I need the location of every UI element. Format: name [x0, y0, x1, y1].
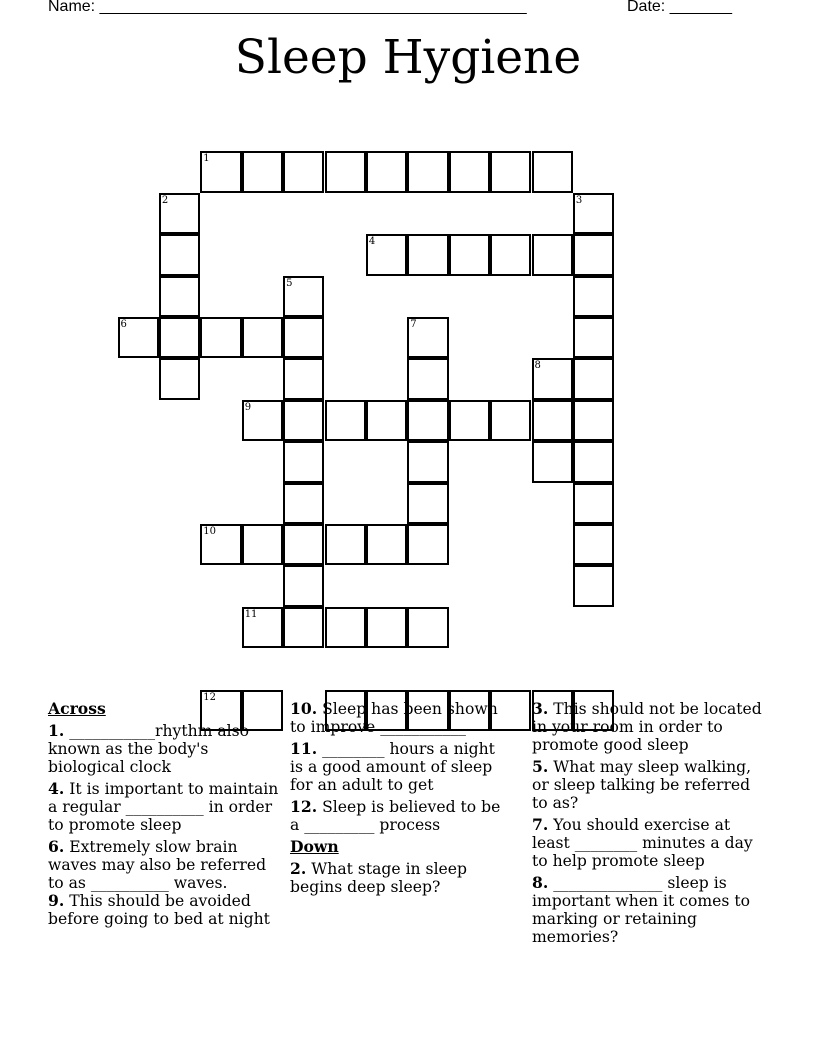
crossword-cell[interactable] — [159, 234, 200, 275]
crossword-cell[interactable] — [449, 400, 490, 441]
crossword-cell[interactable] — [573, 524, 614, 565]
crossword-cell[interactable] — [407, 400, 448, 441]
crossword-cell[interactable] — [283, 276, 324, 317]
clue-number: 5 — [286, 277, 293, 289]
crossword-cell[interactable] — [366, 234, 407, 275]
across-heading: Across — [48, 699, 106, 718]
crossword-cell[interactable] — [573, 317, 614, 358]
crossword-cell[interactable] — [200, 317, 241, 358]
crossword-cell[interactable] — [283, 151, 324, 192]
crossword-cell[interactable] — [325, 400, 366, 441]
crossword-cell[interactable] — [242, 607, 283, 648]
crossword-cell[interactable] — [532, 151, 573, 192]
crossword-cell[interactable] — [573, 193, 614, 234]
crossword-cell[interactable] — [283, 483, 324, 524]
crossword-cell[interactable] — [407, 358, 448, 399]
date-blank[interactable]: _______ — [669, 0, 732, 15]
clue-across-11: 11. ________ hours a night is a good amount of sleep for an adult to get — [290, 739, 495, 794]
clue-down-3: 3. This should not be located in your room in order to promote good sleep — [532, 699, 762, 754]
crossword-cell[interactable] — [532, 441, 573, 482]
crossword-cell[interactable] — [407, 524, 448, 565]
crossword-cell[interactable] — [283, 565, 324, 606]
page-title: Sleep Hygiene — [234, 30, 582, 85]
clues-col-1 — [48, 700, 280, 932]
name-label: Name: — [48, 0, 96, 15]
crossword-cell[interactable] — [449, 234, 490, 275]
crossword-cell[interactable] — [532, 400, 573, 441]
crossword-cell[interactable] — [407, 234, 448, 275]
crossword-cell[interactable] — [366, 524, 407, 565]
crossword-cell[interactable] — [573, 483, 614, 524]
clues-col-3 — [532, 700, 768, 950]
clue-number: 1 — [203, 153, 210, 165]
crossword-cell[interactable] — [283, 441, 324, 482]
crossword-cell[interactable] — [200, 524, 241, 565]
crossword-cell[interactable] — [573, 276, 614, 317]
crossword-cell[interactable] — [159, 317, 200, 358]
clue-number: 9 — [244, 401, 252, 413]
clue-number: 2 — [161, 194, 169, 206]
crossword-cell[interactable] — [573, 400, 614, 441]
clue-across-10: 10. Sleep has been shown to improve ___________ — [290, 699, 498, 736]
clues-col-2 — [290, 700, 506, 900]
clue-down-7: 7. You should exercise at least ________ minutes a day to help promote sleep — [532, 815, 753, 870]
clue-down-5: 5. What may sleep walking, or sleep talking be referred to as? — [532, 757, 752, 812]
crossword-cell[interactable] — [407, 441, 448, 482]
date-label: Date: — [627, 0, 666, 15]
crossword-cell[interactable] — [242, 524, 283, 565]
crossword-cell[interactable] — [242, 151, 283, 192]
crossword-cell[interactable] — [325, 524, 366, 565]
crossword-cell[interactable] — [573, 234, 614, 275]
crossword-cell[interactable] — [532, 234, 573, 275]
crossword-cell[interactable] — [283, 524, 324, 565]
crossword-cell[interactable] — [532, 358, 573, 399]
crossword-cell[interactable] — [407, 483, 448, 524]
clue-number: 6 — [120, 319, 127, 330]
crossword-cell[interactable] — [490, 151, 531, 192]
clue-number: 10 — [203, 526, 217, 537]
crossword-cell[interactable] — [159, 358, 200, 399]
crossword-cell[interactable] — [366, 400, 407, 441]
down-heading: Down — [290, 837, 339, 856]
clue-down-2: 2. What stage in sleep begins deep sleep? — [290, 859, 467, 896]
crossword-cell[interactable] — [573, 565, 614, 606]
crossword-cell[interactable] — [283, 317, 324, 358]
crossword-cell[interactable] — [159, 193, 200, 234]
crossword-cell[interactable] — [283, 358, 324, 399]
crossword-cell[interactable] — [366, 151, 407, 192]
crossword-cell[interactable] — [366, 607, 407, 648]
clue-across-1: 1. ___________rhythm also known as the body's biological clock — [48, 721, 250, 776]
clue-number: 8 — [534, 360, 541, 372]
clue-across-12: 12. Sleep is believed to be a _________ process — [290, 797, 501, 834]
name-blank[interactable]: ________________________________________________ — [99, 0, 527, 15]
clue-across-6: 6. Extremely slow brain waves may also be referred to as __________ waves. — [48, 837, 267, 892]
crossword-cell[interactable] — [283, 607, 324, 648]
clue-number: 7 — [410, 319, 417, 330]
crossword-cell[interactable] — [325, 151, 366, 192]
crossword-cell[interactable] — [118, 317, 159, 358]
clue-number: 12 — [203, 691, 217, 703]
crossword-cell[interactable] — [407, 151, 448, 192]
crossword-cell[interactable] — [407, 317, 448, 358]
crossword-cell[interactable] — [490, 234, 531, 275]
crossword-cell[interactable] — [200, 151, 241, 192]
clue-number: 4 — [368, 236, 376, 248]
clue-number: 3 — [575, 194, 583, 206]
crossword-cell[interactable] — [407, 607, 448, 648]
crossword-cell[interactable] — [242, 317, 283, 358]
crossword-cell[interactable] — [283, 400, 324, 441]
crossword-cell[interactable] — [159, 276, 200, 317]
crossword-cell[interactable] — [573, 441, 614, 482]
crossword-cell[interactable] — [242, 400, 283, 441]
crossword-cell[interactable] — [573, 358, 614, 399]
crossword-cell[interactable] — [325, 607, 366, 648]
crossword-cell[interactable] — [490, 400, 531, 441]
clue-number: 11 — [244, 608, 258, 620]
clue-across-9: 9. This should be avoided before going to bed at night — [48, 891, 270, 928]
clue-across-4: 4. It is important to maintain a regular __________ in order to promote sleep — [48, 779, 279, 834]
crossword-cell[interactable] — [449, 151, 490, 192]
clue-down-8: 8. ______________ sleep is important when it comes to marking or retaining memories? — [532, 873, 751, 946]
